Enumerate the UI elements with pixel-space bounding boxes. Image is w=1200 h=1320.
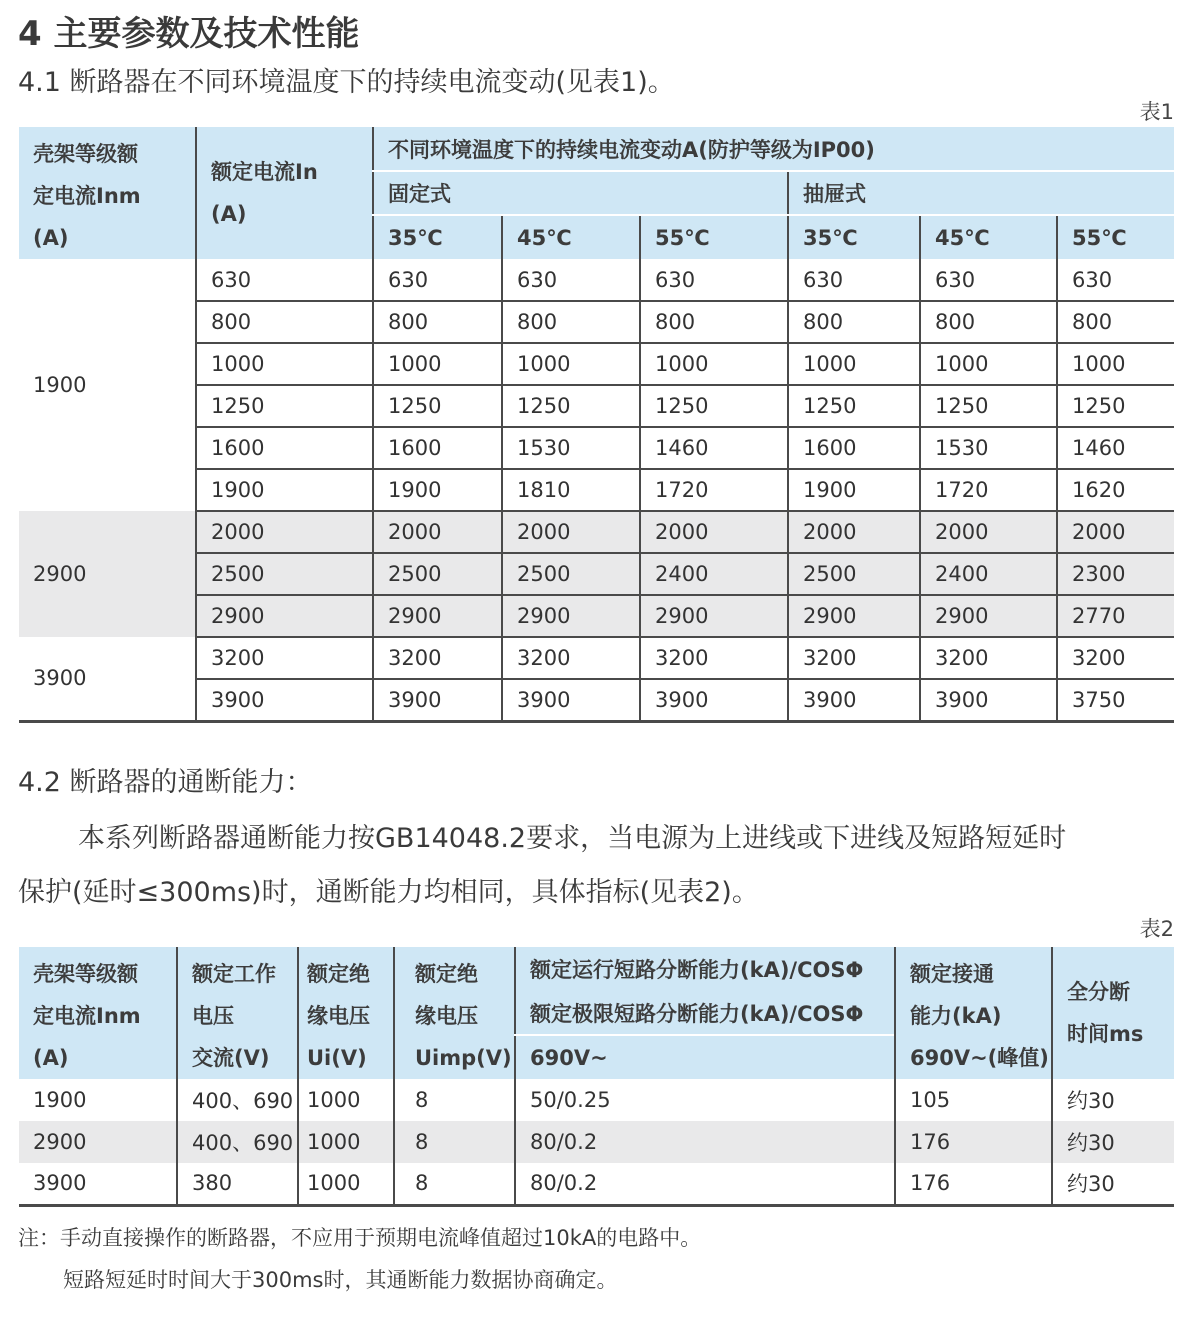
table2-label: 表2 (1139, 917, 1174, 941)
frame-current-cell: 2900 (19, 511, 196, 637)
current-value-cell: 3900 (640, 679, 788, 721)
current-value-cell: 2400 (920, 553, 1057, 595)
current-value-cell: 2000 (640, 511, 788, 553)
current-value-cell: 1810 (502, 469, 640, 511)
rated-current-cell: 3200 (196, 637, 373, 679)
rated-current-cell: 1250 (196, 385, 373, 427)
header-temp: 35℃ (373, 215, 502, 259)
current-value-cell: 1000 (920, 343, 1057, 385)
rated-current-cell: 3900 (196, 679, 373, 721)
table-cell: 400、690 (177, 1079, 298, 1121)
current-value-cell: 2900 (640, 595, 788, 637)
table-cell: 1900 (33, 1088, 87, 1112)
current-value-cell: 3200 (920, 637, 1057, 679)
header-drawout: 抽屉式 (788, 171, 1174, 215)
current-value-cell: 1720 (640, 469, 788, 511)
header-temp: 55℃ (1057, 215, 1174, 259)
table-cell: 8 (394, 1121, 515, 1163)
current-value-cell: 3900 (788, 679, 920, 721)
current-value-cell: 3900 (920, 679, 1057, 721)
paragraph-line-2: 保护(延时≤300ms)时，通断能力均相同，具体指标(见表2)。 (18, 877, 759, 908)
current-value-cell: 3200 (1057, 637, 1174, 679)
rated-current-cell: 800 (196, 301, 373, 343)
current-value-cell: 2900 (920, 595, 1057, 637)
section-title-4-2: 4.2 断路器的通断能力： (18, 767, 313, 798)
current-value-cell: 3900 (502, 679, 640, 721)
current-value-cell: 630 (1057, 259, 1174, 301)
current-value-cell: 2900 (788, 595, 920, 637)
table-cell: 176 (895, 1163, 1052, 1205)
table-cell: 80/0.2 (515, 1163, 895, 1205)
current-value-cell: 1620 (1057, 469, 1174, 511)
current-value-cell: 630 (920, 259, 1057, 301)
current-value-cell: 1460 (640, 427, 788, 469)
header-frame-current: 壳架等级额 定电流Inm (A) (19, 127, 196, 259)
rated-current-cell: 2500 (196, 553, 373, 595)
rated-current-cell: 1600 (196, 427, 373, 469)
table-cell: 1000 (298, 1121, 394, 1163)
current-value-cell: 1530 (920, 427, 1057, 469)
rated-current-cell: 630 (196, 259, 373, 301)
table-cell: 400、690 (177, 1121, 298, 1163)
current-value-cell: 2400 (640, 553, 788, 595)
current-value-cell: 2000 (1057, 511, 1174, 553)
table-cell: 1000 (298, 1163, 394, 1205)
rated-current-cell: 1000 (196, 343, 373, 385)
table-row (19, 511, 1174, 553)
rated-current-cell: 1900 (196, 469, 373, 511)
current-value-cell: 3750 (1057, 679, 1174, 721)
current-value-cell: 2000 (788, 511, 920, 553)
current-value-cell: 1250 (920, 385, 1057, 427)
current-value-cell: 800 (788, 301, 920, 343)
header-ultimate-breaking: 额定极限短路分断能力(kA)/COSΦ (515, 991, 895, 1035)
current-value-cell: 1000 (502, 343, 640, 385)
current-value-cell: 1000 (373, 343, 502, 385)
current-value-cell: 1600 (373, 427, 502, 469)
note-line-2: 短路短延时时间大于300ms时，其通断能力数据协商确定。 (63, 1268, 618, 1292)
table-cell: 8 (394, 1163, 515, 1205)
current-value-cell: 800 (920, 301, 1057, 343)
table-cell: 3900 (19, 1163, 177, 1205)
current-value-cell: 1460 (1057, 427, 1174, 469)
current-value-cell: 630 (373, 259, 502, 301)
header-insulation-voltage: 额定绝 缘电压 Ui(V) (298, 947, 394, 1079)
current-value-cell: 630 (640, 259, 788, 301)
table1-label: 表1 (1139, 100, 1174, 124)
section-title-4-1: 4.1 断路器在不同环境温度下的持续电流变动(见表1)。 (18, 67, 675, 98)
table-cell: 50/0.25 (515, 1079, 895, 1121)
current-value-cell: 630 (788, 259, 920, 301)
current-value-cell: 1000 (788, 343, 920, 385)
table-row (19, 259, 1174, 301)
current-value-cell: 2000 (373, 511, 502, 553)
current-value-cell: 800 (640, 301, 788, 343)
header-voltage-690: 690V~ (515, 1035, 895, 1079)
current-value-cell: 800 (502, 301, 640, 343)
header-rated-current: 额定电流In (A) (196, 127, 373, 259)
header-making-capacity: 额定接通 能力(kA) 690V~(峰值) (895, 947, 1052, 1079)
current-value-cell: 1900 (788, 469, 920, 511)
table-1 (19, 127, 1174, 723)
current-value-cell: 2500 (373, 553, 502, 595)
header-temp: 45℃ (502, 215, 640, 259)
frame-current-cell: 1900 (33, 373, 87, 397)
current-value-cell: 800 (373, 301, 502, 343)
current-value-cell: 3200 (502, 637, 640, 679)
header-temp: 55℃ (640, 215, 788, 259)
current-value-cell: 2300 (1057, 553, 1174, 595)
header-break-time: 全分断 时间ms (1052, 947, 1174, 1079)
current-value-cell: 1900 (373, 469, 502, 511)
current-value-cell: 3900 (373, 679, 502, 721)
current-value-cell: 800 (1057, 301, 1174, 343)
current-value-cell: 1000 (1057, 343, 1174, 385)
table-row (19, 637, 1174, 679)
table-row (19, 1079, 1174, 1121)
table-cell: 约30 (1052, 1079, 1174, 1121)
table-cell: 105 (895, 1079, 1052, 1121)
header-rated-voltage: 额定工作 电压 交流(V) (177, 947, 298, 1079)
table-2 (19, 947, 1174, 1207)
current-value-cell: 1720 (920, 469, 1057, 511)
current-value-cell: 1250 (373, 385, 502, 427)
current-value-cell: 3200 (373, 637, 502, 679)
current-value-cell: 2500 (502, 553, 640, 595)
table-cell: 8 (394, 1079, 515, 1121)
header-fixed: 固定式 (373, 171, 788, 215)
current-value-cell: 630 (502, 259, 640, 301)
header-service-breaking: 额定运行短路分断能力(kA)/COSΦ (515, 947, 895, 991)
rated-current-cell: 2000 (196, 511, 373, 553)
table-cell: 380 (177, 1163, 298, 1205)
current-value-cell: 1250 (502, 385, 640, 427)
current-value-cell: 3200 (640, 637, 788, 679)
current-value-cell: 1530 (502, 427, 640, 469)
note-line-1: 注：手动直接操作的断路器，不应用于预期电流峰值超过10kA的电路中。 (18, 1226, 702, 1250)
table-cell: 80/0.2 (515, 1121, 895, 1163)
table-cell: 176 (895, 1121, 1052, 1163)
table-cell: 约30 (1052, 1121, 1174, 1163)
table-row (19, 1121, 1174, 1163)
page-heading: 4 主要参数及技术性能 (18, 14, 360, 54)
table-cell: 约30 (1052, 1163, 1174, 1205)
header-impulse-voltage: 额定绝 缘电压 Uimp(V) (394, 947, 515, 1079)
current-value-cell: 1600 (788, 427, 920, 469)
current-value-cell: 2500 (788, 553, 920, 595)
table-cell: 1000 (298, 1079, 394, 1121)
current-value-cell: 2000 (502, 511, 640, 553)
current-value-cell: 2000 (920, 511, 1057, 553)
frame-current-cell: 3900 (19, 637, 196, 721)
header-current-variation: 不同环境温度下的持续电流变动A(防护等级为IP00) (373, 127, 1174, 171)
current-value-cell: 1250 (640, 385, 788, 427)
current-value-cell: 2900 (373, 595, 502, 637)
current-value-cell: 2900 (502, 595, 640, 637)
rated-current-cell: 2900 (196, 595, 373, 637)
current-value-cell: 3200 (788, 637, 920, 679)
current-value-cell: 2770 (1057, 595, 1174, 637)
header-temp: 35℃ (788, 215, 920, 259)
current-value-cell: 1250 (1057, 385, 1174, 427)
current-value-cell: 1250 (788, 385, 920, 427)
table-cell: 2900 (19, 1121, 177, 1163)
header-frame-current: 壳架等级额 定电流Inm (A) (19, 947, 177, 1079)
current-value-cell: 1000 (640, 343, 788, 385)
header-temp: 45℃ (920, 215, 1057, 259)
table-1-body (19, 259, 1174, 721)
table-row (19, 1163, 1174, 1205)
table-2-body (19, 1079, 1174, 1205)
paragraph-line-1: 本系列断路器通断能力按GB14048.2要求，当电源为上进线或下进线及短路短延时 (78, 823, 1067, 854)
